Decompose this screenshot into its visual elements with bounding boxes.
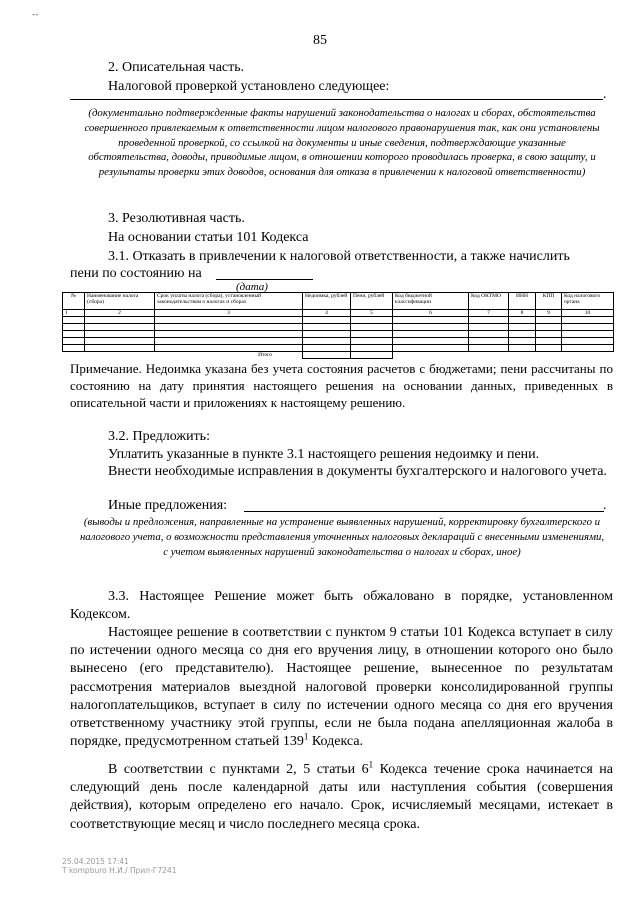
number-cell: 6 — [393, 310, 469, 317]
total-label: Итого — [63, 352, 303, 359]
table-row — [63, 345, 614, 352]
header-cell: № — [63, 293, 85, 310]
number-cell: 8 — [509, 310, 536, 317]
date-caption: (дата) — [236, 281, 268, 293]
number-cell: 1 — [63, 310, 85, 317]
header-cell: КПП — [536, 293, 562, 310]
header-cell: Наименование налога (сбора) — [85, 293, 155, 310]
section3-basis: На основании статьи 101 Кодекса — [108, 230, 309, 245]
number-cell: 9 — [536, 310, 562, 317]
print-stamp — [62, 857, 176, 875]
page-number: 85 — [313, 33, 327, 48]
number-cell: 4 — [303, 310, 351, 317]
header-cell: Пени, рублей — [351, 293, 393, 310]
section33-p3: В соответствии с пунктами 2, 5 статьи $6^1$ Кодекса течение срока начинается на следующий день после календарной даты или наступления события (совершения действия), которым определено его начало. Срок, исчисляемый месяцами, истекает в соответствующие месяц и число последнего месяца срока. — [70, 759, 614, 832]
section2-intro: Налоговой проверкой установлено следующее: — [108, 79, 390, 94]
section32-line1: Уплатить указанные в пункте 3.1 настоящего решения недоимку и пени. — [108, 447, 540, 462]
print-stamp-date: 25.04.2015 17:41 — [62, 857, 129, 866]
table-row — [63, 324, 614, 331]
section3-heading: 3. Резолютивная часть. — [108, 211, 245, 226]
table-number-row — [63, 310, 614, 317]
number-cell: 7 — [469, 310, 509, 317]
table-total-row — [63, 352, 614, 359]
other-proposals-label: Иные предложения: — [108, 498, 228, 513]
print-stamp-user: Т kompburo Н.И./ Прил-Г7241 — [62, 866, 177, 875]
number-cell: 2 — [85, 310, 155, 317]
number-cell: 10 — [562, 310, 614, 317]
header-cell: Срок уплаты налога (сбора), установленный законодательством о налогах и сборах — [155, 293, 303, 310]
section32-heading: 3.2. Предложить: — [108, 429, 210, 444]
header-cell: ИНН — [509, 293, 536, 310]
header-cell: Код бюджетной классификации — [393, 293, 469, 310]
table-row — [63, 317, 614, 324]
number-cell: 3 — [155, 310, 303, 317]
section2-heading: 2. Описательная часть. — [108, 60, 245, 75]
section33-p1: 3.3. Настоящее Решение может быть обжаловано в порядке, установленном Кодексом. — [70, 589, 613, 622]
penalty-table — [62, 292, 614, 359]
date-fill-line — [216, 279, 313, 280]
section2-fill-line — [70, 99, 603, 100]
total-arrears — [303, 352, 351, 359]
table-note: Примечание. Недоимка указана без учета состояния расчетов с бюджетами; пени рассчитаны по состоянию на дату принятия настоящего решения на основании данных, приведенных в описательной части и приложениях к настоящему решению. — [70, 361, 613, 410]
number-cell: 5 — [351, 310, 393, 317]
section32-line2: Внести необходимые исправления в документы бухгалтерского и налогового учета. — [108, 464, 607, 479]
corner-mark: -- — [32, 10, 39, 20]
section32-end-dot: . — [603, 498, 607, 513]
table-row — [63, 331, 614, 338]
header-cell: Недоимка, рублей — [303, 293, 351, 310]
table-row — [63, 338, 614, 345]
other-proposals-line — [244, 511, 604, 512]
section33-p2: Настоящее решение в соответствии с пунктом 9 статьи 101 Кодекса вступает в силу по истечении одного месяца со дня его вручения лицу, в отношении которого оно было вынесено (его представителю). Настоящее решение, вынесенное по результатам рассмотрения материалов выездной налоговой проверки консолидированной группы налогоплательщиков, вступает в силу по истечении одного месяца со дня его вручения ответственному участнику этой группы, если не была подана апелляционная жалоба в порядке, предусмотренном статьей $139^1$ Кодекса. — [70, 625, 613, 750]
section31-line2: пени по состоянию на — [70, 266, 202, 281]
section2-end-dot: . — [603, 87, 607, 102]
total-penalty — [351, 352, 393, 359]
header-cell: Код ОКТМО — [469, 293, 509, 310]
section32-hint: (выводы и предложения, направленные на устранение выявленных нарушений, корректировку бухгалтерского и налогового учета, о возможности представления уточненных налоговых деклараций с внесенными изменениями, с учетом выявленных нарушений законодательства о налогах и сборах, иное) — [79, 516, 605, 558]
header-cell: Код налогового органа — [562, 293, 614, 310]
table-header-row — [63, 293, 614, 310]
section2-hint: (документально подтвержденные факты нарушений законодательства о налогах и сборах, обстоятельства совершенного привлекаемым к ответственности лицом налогового правонарушения так, как они установлены проведенной проверкой, со ссылкой на документы и иные сведения, подтверждающие указанные обстоятельства, доводы, приводимые лицом, в отношении которого проводилась проверка, в свою защиту, и результаты проверки этих доводов, основания для отказа в привлечении к налоговой ответственности) — [84, 107, 600, 179]
section31-line1: 3.1. Отказать в привлечении к налоговой ответственности, а также начислить — [108, 249, 570, 264]
